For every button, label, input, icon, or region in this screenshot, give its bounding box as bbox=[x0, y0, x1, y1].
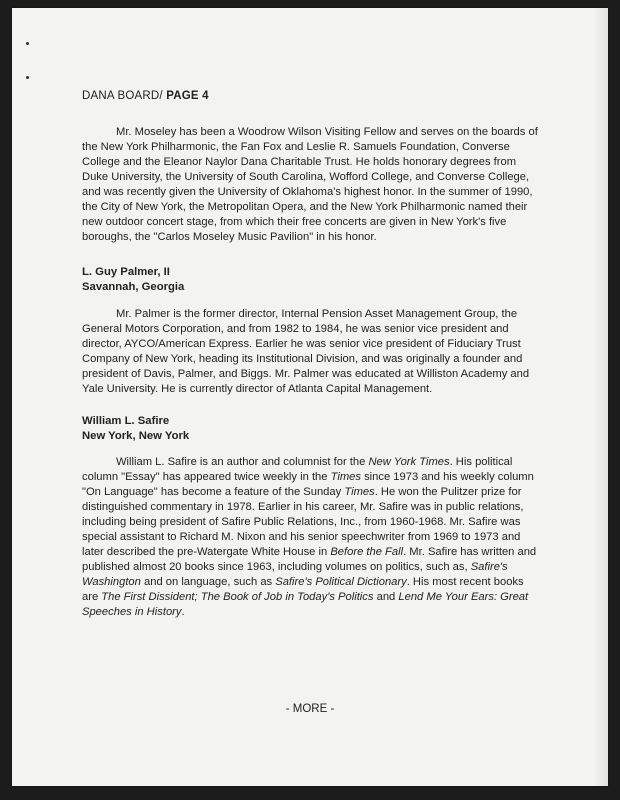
document-page bbox=[12, 8, 608, 786]
safire-book-4: The First Dissident; The Book of Job in Today's Politics bbox=[101, 591, 374, 603]
margin-mark bbox=[26, 76, 29, 79]
safire-name: William L. Safire bbox=[82, 415, 170, 427]
safire-text-8: and bbox=[373, 591, 399, 603]
safire-text-9: . bbox=[181, 606, 185, 618]
safire-times-1: Times bbox=[330, 471, 361, 483]
safire-text-6: and on language, such as bbox=[140, 576, 276, 588]
safire-paragraph bbox=[82, 455, 542, 620]
safire-text-5: . Mr. Safire has written and published almost 20 books since 1963, including volumes on politics, such as, bbox=[82, 546, 537, 573]
header-page-number: PAGE 4 bbox=[166, 90, 209, 102]
page-footer: - MORE - bbox=[285, 703, 335, 715]
safire-text-2: . His political column "Essay" has appeared twice weekly in the bbox=[82, 456, 513, 483]
palmer-location: Savannah, Georgia bbox=[82, 281, 185, 293]
safire-text-4: . He won the Pulitzer prize for distinguished commentary in 1978. Earlier in his career, Mr. Safire was in public relations, including being president of Safire Public Relations, Inc., from 1960-1968. Mr. Safire was special assistant to Richard M. Nixon and his senior speechwriter from 1969 to 1973 and later described the pre-Watergate White House in bbox=[82, 486, 524, 558]
safire-text-3: since 1973 and his weekly column "On Language" has become a feature of the Sunday bbox=[82, 471, 534, 498]
header-prefix: DANA BOARD/ bbox=[82, 90, 167, 102]
moseley-text: Mr. Moseley has been a Woodrow Wilson Visiting Fellow and serves on the boards of the New York Philharmonic, the Fan Fox and Leslie R. Samuels Foundation, Converse College and the Eleanor Naylor Dana Charitable Trust. He holds honorary degrees from Duke University, the University of South Carolina, Wofford College, and Converse College, and was recently given the University of Oklahoma's highest honor. In the summer of 1990, the City of New York, the Metropolitan Opera, and the New York Philharmonic named their new outdoor concert stage, from which their free concerts are given in New York's five boroughs, the "Carlos Moseley Music Pavilion" in his honor. bbox=[82, 126, 538, 243]
safire-book-5: Lend Me Your Ears: Great Speeches in History bbox=[82, 591, 529, 618]
safire-heading bbox=[82, 414, 189, 444]
safire-nyt: New York Times bbox=[368, 456, 450, 468]
palmer-text: Mr. Palmer is the former director, Internal Pension Asset Management Group, the General Motors Corporation, and from 1982 to 1984, he was senior vice president and director, AYCO/American Express. Earlier he was senior vice president of Fiduciary Trust Company of New York, heading its Institutional Division, and was originally a founder and president of Davis, Palmer, and Biggs. Mr. Palmer was educated at Williston Academy and Yale University. He is currently director of Atlanta Capital Management. bbox=[82, 308, 530, 395]
safire-text-7: . His most recent books are bbox=[82, 576, 524, 603]
palmer-name: L. Guy Palmer, II bbox=[82, 266, 170, 278]
safire-book-1: Before the Fall bbox=[330, 546, 404, 558]
palmer-paragraph bbox=[82, 307, 542, 397]
safire-times-2: Times bbox=[344, 486, 375, 498]
paper-edge-shadow bbox=[594, 8, 608, 786]
safire-text-1: William L. Safire is an author and columnist for the bbox=[116, 456, 369, 468]
safire-location: New York, New York bbox=[82, 430, 190, 442]
safire-book-3: Safire's Political Dictionary bbox=[275, 576, 407, 588]
moseley-paragraph bbox=[82, 125, 542, 245]
page-header bbox=[82, 90, 209, 102]
margin-mark bbox=[26, 42, 29, 45]
safire-book-2: Safire's Washington bbox=[82, 561, 508, 588]
palmer-heading bbox=[82, 265, 184, 295]
